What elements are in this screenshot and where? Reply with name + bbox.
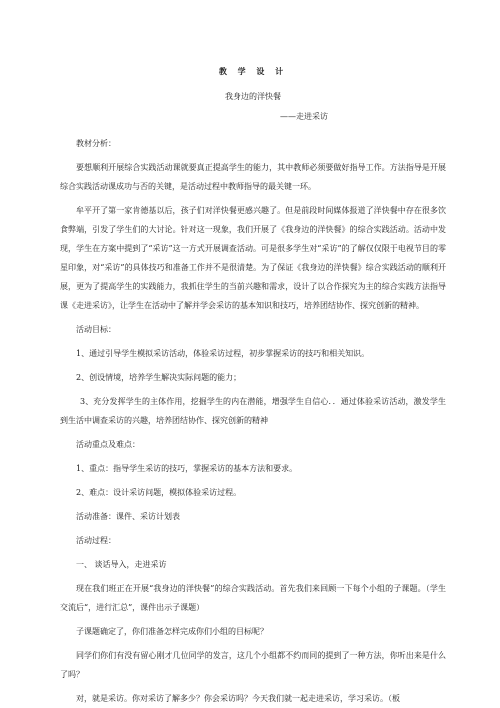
paragraph: 同学们你们有没有留心刚才几位同学的发言，这几个小组都不约而同的提到了一种方法，你听出来是什么了吗？ <box>60 651 446 679</box>
section-heading-textbook-analysis: 教材分析： <box>76 139 116 148</box>
objective-item: 1、通过引导学生模拟采访活动，体验采访过程，初步掌握采访的技巧和相关知识。 <box>76 349 370 358</box>
key-point-item: 2、难点：设计采访问题，模拟体验采访过程。 <box>76 488 242 497</box>
paragraph: 现在我们班正在开展“我身边的洋快餐”的综合实践活动。首先我们来回顾一下每个小组的子课题。（学生交流后“，进行汇总”，课件出示子课题） <box>60 584 446 612</box>
objective-item: 3、充分发挥学生的主体作用，挖掘学生的内在潜能，增强学生自信心．．通过体验采访活动，激发学生到生活中调查采访的兴趣，培养团结协作、探究创新的精神 <box>60 397 446 425</box>
document-subtitle-2: ——走进采访 <box>280 112 328 121</box>
section-heading-objectives: 活动目标： <box>76 325 116 334</box>
key-point-item: 1、重点：指导学生采访的技巧，掌握采访的基本方法和要求。 <box>76 464 298 473</box>
section-heading-key-points: 活动重点及难点： <box>76 440 140 449</box>
document-subtitle: 我身边的洋快餐 <box>225 92 281 101</box>
section-heading-process: 活动过程： <box>76 536 116 545</box>
section-heading-preparation: 活动准备：课件、采访计划表 <box>76 512 180 521</box>
paragraph: 子课题确定了，你们准备怎样完成你们小组的目标呢？ <box>76 627 268 636</box>
paragraph: 对，就是采访。你对采访了解多少？你会采访吗？今天我们就一起走进采访，学习采访。（板 <box>76 694 400 703</box>
paragraph: 牟平开了第一家肯德基以后，孩子们对洋快餐更感兴趣了。但是前段时间媒体报道了洋快餐中存在很多饮食弊端，引发了学生们的大讨论。针对这一现象，我们开展了《我身边的洋快餐》的综合实践活动。活动中发现，学生在方案中提到了“采访”这一方式开展调查活动。可是很多学生对“采访”的了解仅仅限于电视节目的零星印象，对“采访”的具体技巧和准备工作并不是很清楚。为了保证《我身边的洋快餐》综合实践活动的顺利开展，更为了提高学生的实践能力，我抓住学生的当前兴趣和需求，设计了以合作探究为主的综合实践方法指导课《走进采访》，让学生在活动中了解并学会采访的基本知识和技巧，培养团结协作、探究创新的精神。 <box>60 206 446 310</box>
paragraph: 要想顺利开展综合实践活动课就要真正提高学生的能力，其中教师必须要做好指导工作。方法指导是开展综合实践活动课成功与否的关键，是活动过程中教师指导的最关键一环。 <box>60 163 446 191</box>
objective-item: 2、创设情境，培养学生解决实际问题的能力； <box>76 373 242 382</box>
document-title: 教 学 设 计 <box>218 66 288 76</box>
process-step-heading: 一、 谈话导入，走进采访 <box>76 560 167 569</box>
